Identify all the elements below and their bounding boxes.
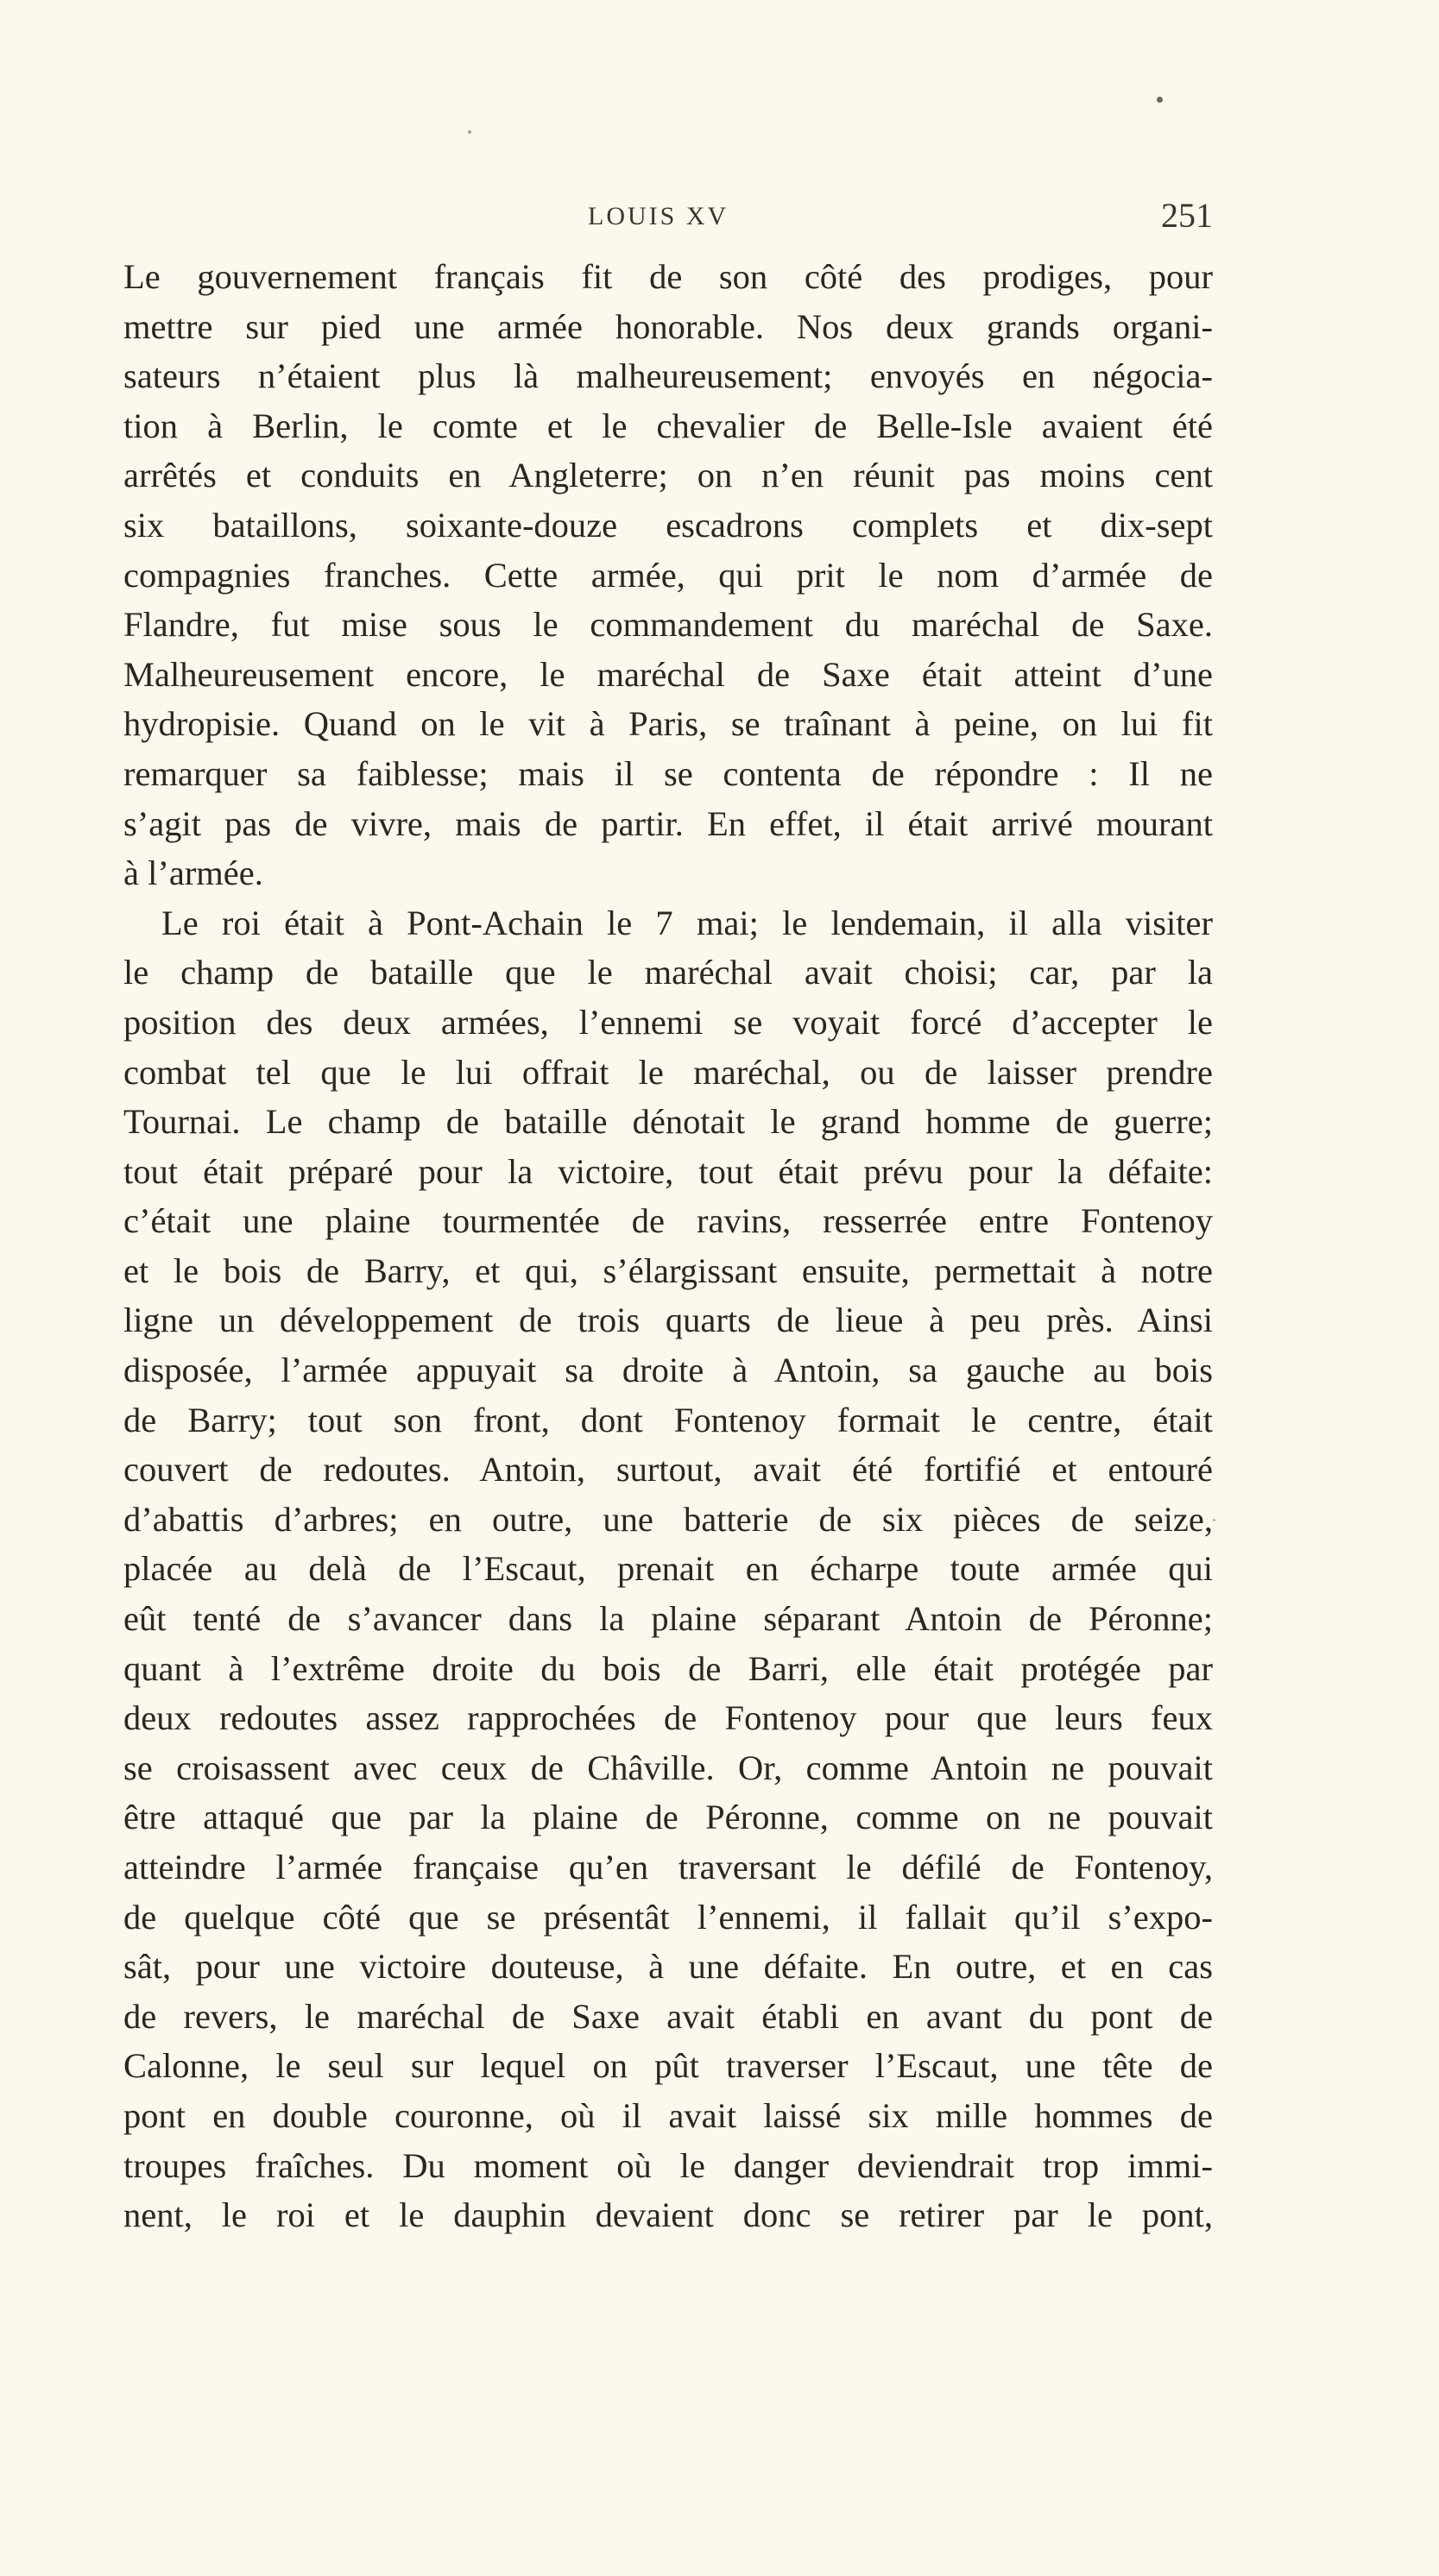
text-line: Calonne, le seul sur lequel on pût traverser l’Escaut, une tête de <box>123 2046 1213 2086</box>
text-line: couvert de redoutes. Antoin, surtout, avait été fortifié et entouré <box>123 1450 1213 1490</box>
text-line: compagnies franches. Cette armée, qui prit le nom d’armée de <box>123 555 1213 595</box>
text-line: position des deux armées, l’ennemi se voyait forcé d’accepter le <box>123 1002 1213 1042</box>
text-line: de quelque côté que se présentât l’ennemi, il fallait qu’il s’expo- <box>123 1897 1213 1937</box>
text-line: de Barry; tout son front, dont Fontenoy formait le centre, était <box>123 1400 1213 1439</box>
page-number: 251 <box>1161 196 1213 235</box>
text-line: Flandre, fut mise sous le commandement du maréchal de Saxe. <box>123 605 1213 645</box>
text-line: arrêtés et conduits en Angleterre; on n’en réunit pas moins cent <box>123 456 1213 495</box>
text-line: de revers, le maréchal de Saxe avait établi en avant du pont de <box>123 1996 1213 2036</box>
page-header <box>123 193 1213 242</box>
text-line: être attaqué que par la plaine de Péronne, comme on ne pouvait <box>123 1798 1213 1837</box>
text-line: ligne un développement de trois quarts de lieue à peu près. Ainsi <box>123 1301 1213 1340</box>
text-line: disposée, l’armée appuyait sa droite à Antoin, sa gauche au bois <box>123 1351 1213 1390</box>
text-line: mettre sur pied une armée honorable. Nos deux grands organi- <box>123 306 1213 346</box>
text-line: six bataillons, soixante-douze escadrons complets et dix-sept <box>123 505 1213 545</box>
text-line: deux redoutes assez rapprochées de Fontenoy pour que leurs feux <box>123 1698 1213 1738</box>
text-line: Tournai. Le champ de bataille dénotait le grand homme de guerre; <box>123 1102 1213 1142</box>
text-line: quant à l’extrême droite du bois de Barri, elle était protégée par <box>123 1648 1213 1688</box>
text-line: à l’armée. <box>123 853 263 893</box>
running-title: LOUIS XV <box>588 202 729 230</box>
body-text <box>123 252 1213 2240</box>
paper-speck <box>468 130 471 134</box>
text-line: placée au delà de l’Escaut, prenait en écharpe toute armée qui <box>123 1549 1213 1589</box>
text-line: d’abattis d’arbres; en outre, une batterie de six pièces de seize, <box>123 1499 1213 1539</box>
text-line: nent, le roi et le dauphin devaient donc se retirer par le pont, <box>123 2195 1213 2235</box>
text-line: tion à Berlin, le comte et le chevalier de Belle-Isle avaient été <box>123 406 1213 445</box>
text-line: troupes fraîches. Du moment où le danger deviendrait trop immi- <box>123 2145 1213 2185</box>
text-line: sât, pour une victoire douteuse, à une défaite. En outre, et en cas <box>123 1947 1213 1987</box>
text-line: remarquer sa faiblesse; mais il se contenta de répondre : Il ne <box>123 753 1213 793</box>
text-line: Le gouvernement français fit de son côté des prodiges, pour <box>123 257 1213 296</box>
text-line: c’était une plaine tourmentée de ravins, resserrée entre Fontenoy <box>123 1201 1213 1241</box>
text-line: le champ de bataille que le maréchal avait choisi; car, par la <box>123 953 1213 992</box>
text-line: pont en double couronne, où il avait laissé six mille hommes de <box>123 2095 1213 2135</box>
text-line: s’agit pas de vivre, mais de partir. En effet, il était arrivé mourant <box>123 803 1213 843</box>
paper-speck <box>1157 97 1163 103</box>
text-line: et le bois de Barry, et qui, s’élargissant ensuite, permettait à notre <box>123 1250 1213 1290</box>
text-line: hydropisie. Quand on le vit à Paris, se traînant à peine, on lui fit <box>123 704 1213 744</box>
paper-speck <box>1213 1519 1215 1521</box>
text-line: sateurs n’étaient plus là malheureusement; envoyés en négocia- <box>123 356 1213 396</box>
text-line: Le roi était à Pont-Achain le 7 mai; le lendemain, il alla visiter <box>161 903 1213 942</box>
text-line: tout était préparé pour la victoire, tout était prévu pour la défaite: <box>123 1151 1213 1191</box>
text-line: atteindre l’armée française qu’en traversant le défilé de Fontenoy, <box>123 1848 1213 1886</box>
text-line: Malheureusement encore, le maréchal de Saxe était atteint d’une <box>123 654 1213 694</box>
text-line: combat tel que le lui offrait le maréchal, ou de laisser prendre <box>123 1052 1213 1092</box>
text-line: eût tenté de s’avancer dans la plaine séparant Antoin de Péronne; <box>123 1599 1213 1639</box>
text-line: se croisassent avec ceux de Châville. Or, comme Antoin ne pouvait <box>123 1748 1213 1787</box>
